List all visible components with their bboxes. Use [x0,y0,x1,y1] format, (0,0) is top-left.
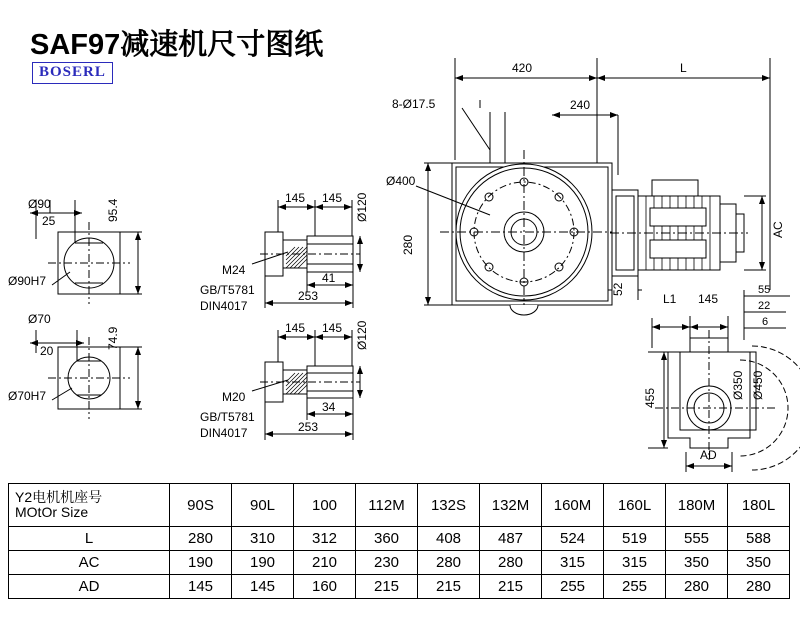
gearbox-main-view [416,58,770,315]
column-header: 160L [604,484,666,527]
label-d90-top: Ø90 [28,197,51,211]
page-title: SAF97减速机尺寸图纸 [30,29,324,61]
label-dim-253a: 253 [298,289,319,303]
label-dim-240: 240 [570,98,591,112]
cell: 555 [666,527,728,551]
cell: 255 [604,575,666,599]
column-header: 90L [232,484,294,527]
label-dim-22: 22 [758,300,771,312]
label-d350: Ø350 [731,370,745,400]
cell: 519 [604,527,666,551]
cell: 145 [170,575,232,599]
dimension-table [8,483,790,599]
label-d70-top: Ø70 [28,312,51,326]
label-dim-145a: 145 [285,191,306,205]
gearbox-end-view [648,290,800,472]
cell: 310 [232,527,294,551]
label-d90h7: Ø90H7 [8,274,47,288]
cell: 315 [604,551,666,575]
cell: 230 [356,551,418,575]
cell: 190 [170,551,232,575]
column-header: 180M [666,484,728,527]
column-header: 132S [418,484,480,527]
table-row [9,527,790,551]
label-d450: Ø450 [751,370,765,400]
label-ac-right: AC [771,221,785,238]
brand-badge: BOSERL [32,62,113,84]
cell: 160 [294,575,356,599]
row-label-AC: AC [9,551,170,575]
label-dim-145b: 145 [322,191,343,205]
cell: 255 [542,575,604,599]
label-dim-25: 25 [42,214,56,228]
label-dim-52: 52 [611,282,625,296]
motor-size-cn: Y2电机机座号 [15,489,103,505]
label-dim-34: 34 [322,400,336,414]
label-dim-145c: 145 [285,321,306,335]
table-header-row [9,484,790,527]
cell: 215 [356,575,418,599]
cell: 280 [418,551,480,575]
cell: 360 [356,527,418,551]
cell: 280 [728,575,790,599]
label-dim-145e: 145 [698,292,719,306]
label-d120b: Ø120 [355,320,369,350]
cell: 408 [418,527,480,551]
label-dim-8-d17-5: 8-Ø17.5 [392,97,436,111]
label-din4017b: DIN4017 [200,426,248,440]
column-header: 112M [356,484,418,527]
label-gbt5781a: GB/T5781 [200,283,255,297]
label-m24: M24 [222,263,246,277]
cell: 350 [666,551,728,575]
cell: 315 [542,551,604,575]
cell: 312 [294,527,356,551]
label-dim-L1: L1 [663,292,677,306]
cell: 145 [232,575,294,599]
cell: 524 [542,527,604,551]
table-row [9,575,790,599]
label-dim-L-top: L [680,61,687,75]
label-din4017a: DIN4017 [200,299,248,313]
cell: 215 [418,575,480,599]
label-dim-74-9: 74.9 [106,326,120,350]
motor-size-en: MOtOr Size [15,504,89,520]
label-gbt5781b: GB/T5781 [200,410,255,424]
cell: 280 [666,575,728,599]
label-d70h7: Ø70H7 [8,389,47,403]
column-header: 100 [294,484,356,527]
label-dim-420: 420 [512,61,533,75]
label-dim-20: 20 [40,344,54,358]
label-dim-455: 455 [643,387,657,408]
label-d400: Ø400 [386,174,416,188]
column-header: 132M [480,484,542,527]
label-dim-55: 55 [758,284,771,296]
label-dim-253b: 253 [298,420,319,434]
table-row [9,551,790,575]
column-header: 160M [542,484,604,527]
cell: 190 [232,551,294,575]
label-dim-280: 280 [401,234,415,255]
cell: 215 [480,575,542,599]
cell: 280 [170,527,232,551]
label-ad-bottom: AD [700,448,717,462]
cell: 280 [480,551,542,575]
label-d120a: Ø120 [355,192,369,222]
row-label-AD: AD [9,575,170,599]
header-label-cell [9,484,170,527]
cell: 350 [728,551,790,575]
label-dim-41: 41 [322,271,336,285]
column-header: 180L [728,484,790,527]
label-dim-145d: 145 [322,321,343,335]
column-header: 90S [170,484,232,527]
cell: 210 [294,551,356,575]
label-dim-6: 6 [762,316,769,328]
cell: 487 [480,527,542,551]
row-label-L: L [9,527,170,551]
label-m20: M20 [222,390,246,404]
label-dim-95-4: 95.4 [106,198,120,222]
cell: 588 [728,527,790,551]
